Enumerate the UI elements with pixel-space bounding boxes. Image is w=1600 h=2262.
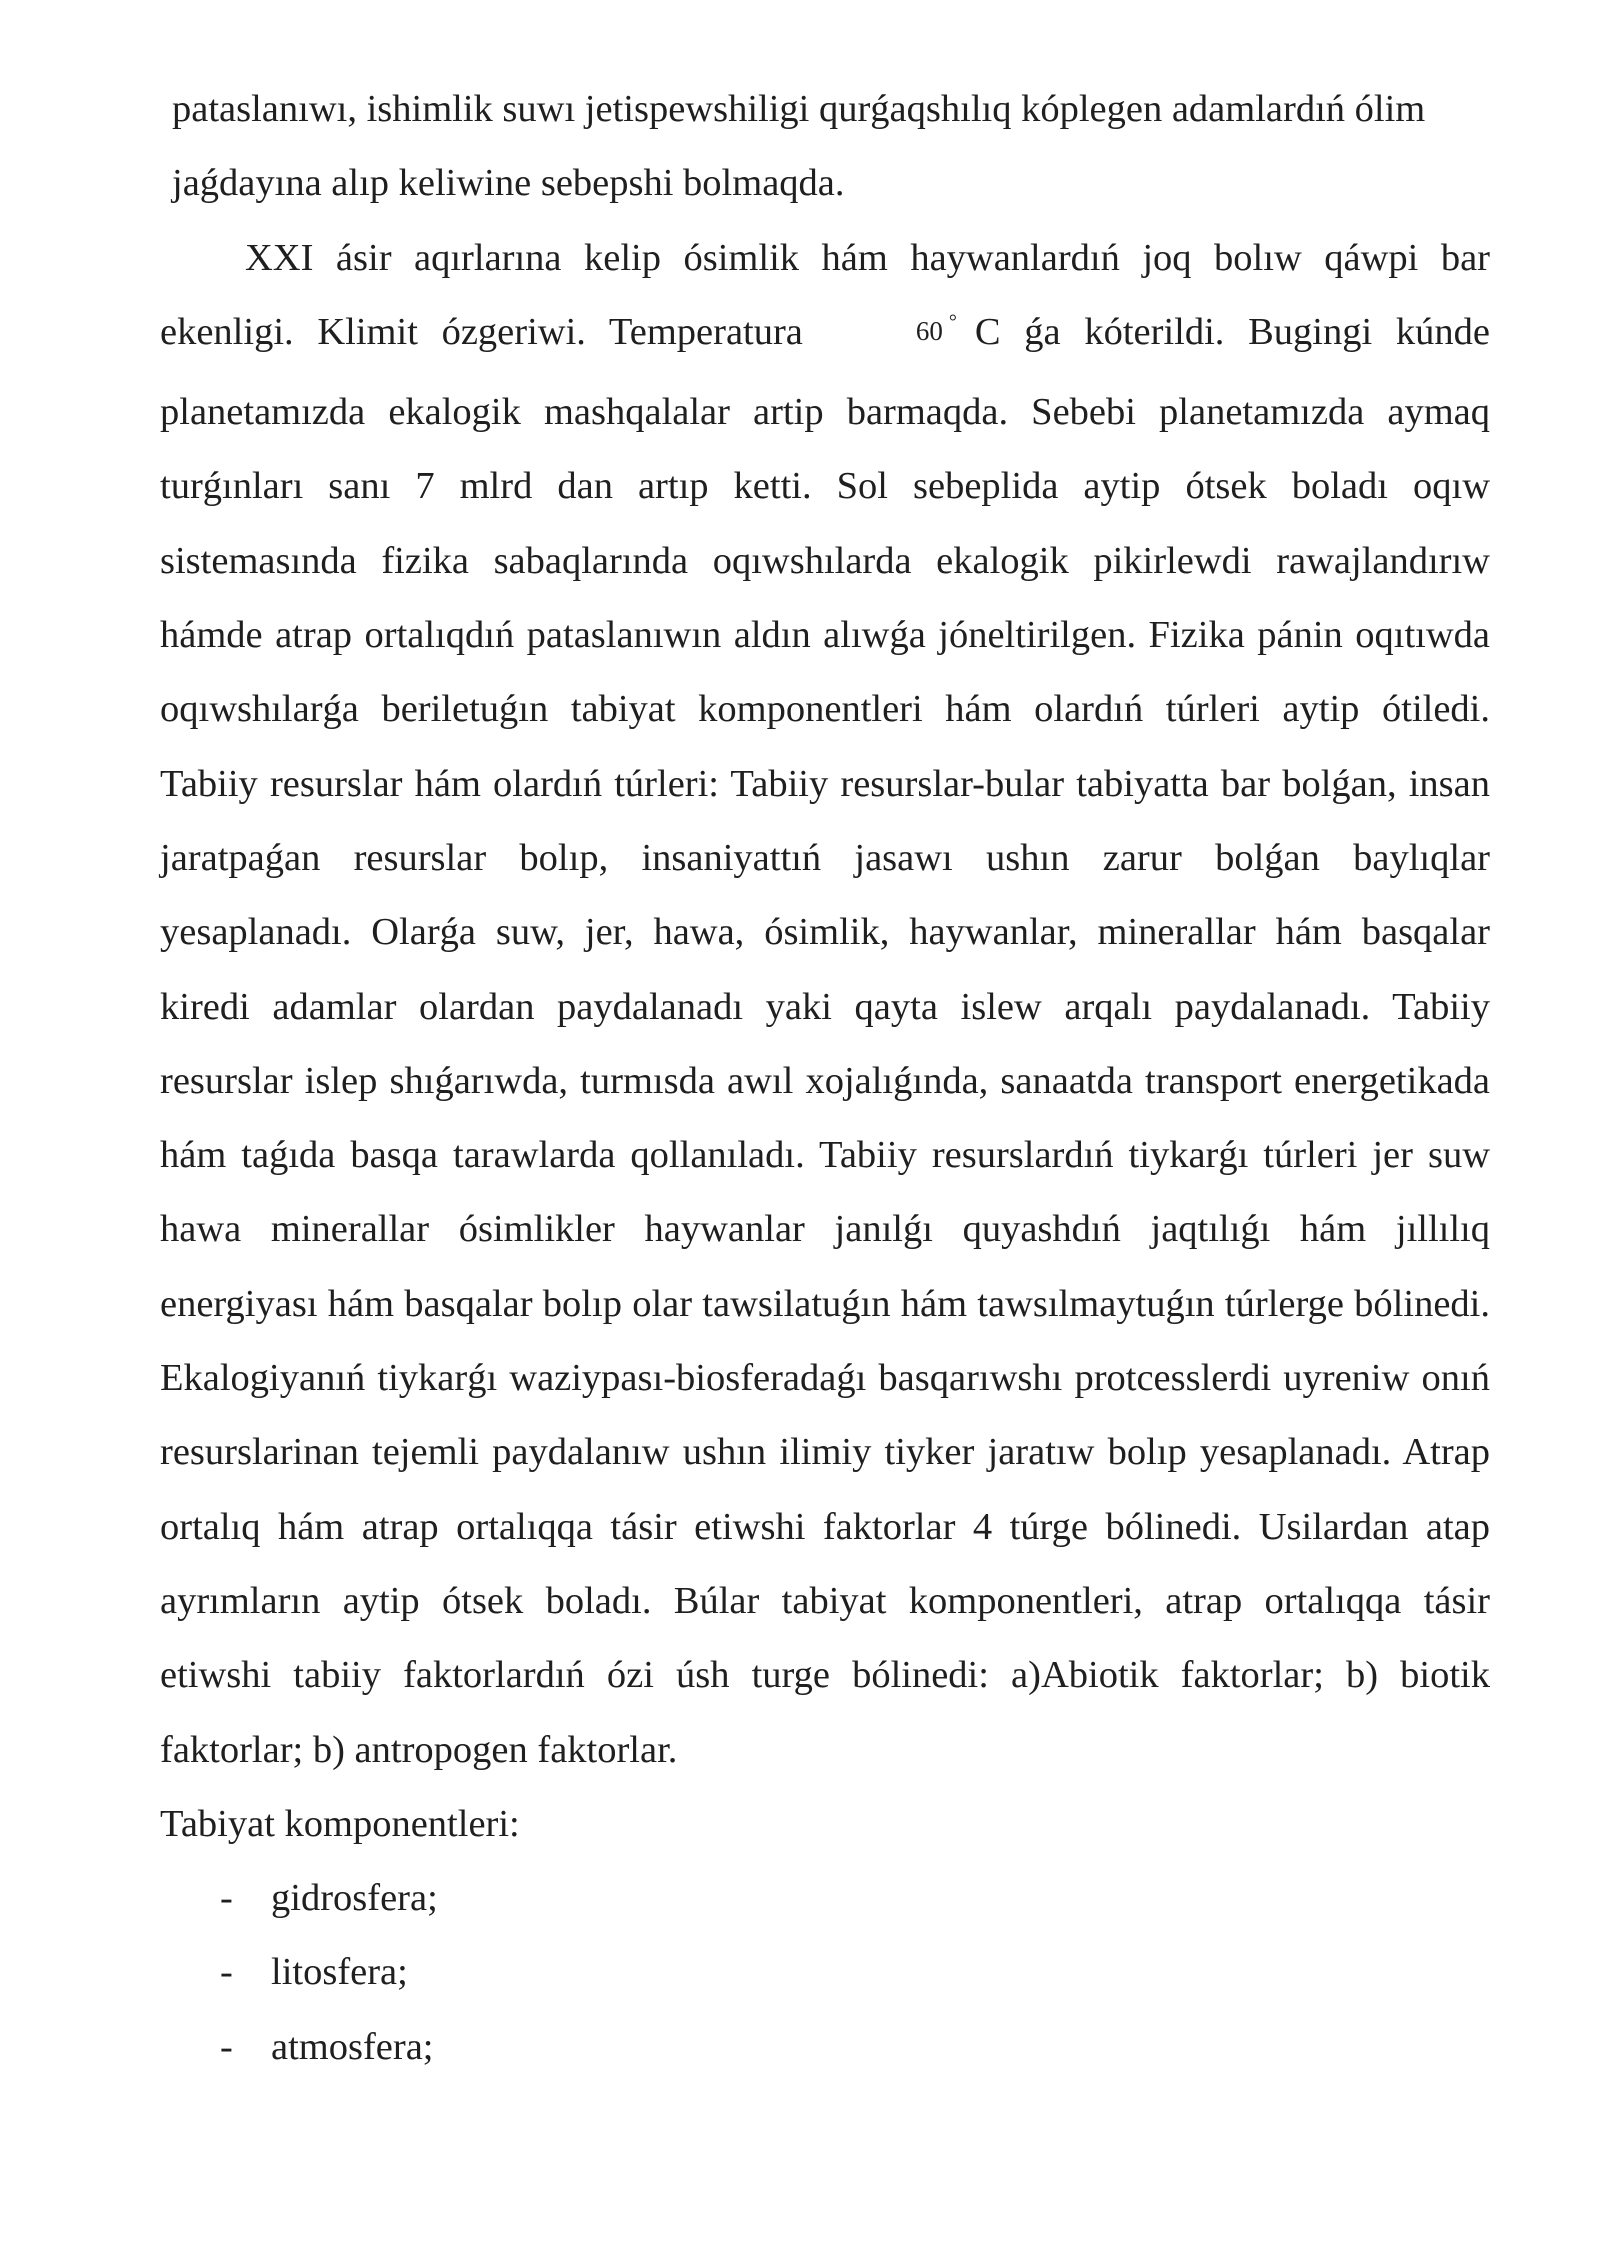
list-bullet: - xyxy=(220,1951,233,1994)
list-heading: Tabiyat komponentleri: xyxy=(160,1802,520,1845)
paragraph-main xyxy=(160,221,1490,1787)
components-list xyxy=(160,1861,1490,2084)
temperature-value: 60 xyxy=(915,315,943,346)
paragraph-main-intro: XXI ásir aqırlarına kelip ósimlik hám haywanlardıń joq bolıw qáwpi bar ekenligi. Klimit ózgeriwi. Temperatura xyxy=(160,236,1490,353)
document-page xyxy=(160,72,1490,2084)
list-item-text: gidrosfera; xyxy=(271,1877,438,1920)
list-item xyxy=(160,1935,1490,2009)
list-item-text: atmosfera; xyxy=(271,2025,434,2068)
paragraph-continuation: pataslanıwı, ishimlik suwı jetispewshiligi qurǵaqshılıq kóplegen adamlardıń ólim jaǵdayına alıp keliwine sebepshi bolmaqda. xyxy=(172,88,1426,205)
list-item-text: litosfera; xyxy=(271,1951,408,1994)
paragraph-main-body: C ǵa kóterildi. Bugingi kúnde planetamızda ekalogik mashqalalar artip barmaqda. Sebebi planetamızda aymaq turǵınları sanı 7 mlrd dan artıp ketti. Sol sebeplida aytip ótsek boladı oqıw sistemasında fizika sabaqlarında oqıwshılarda ekalogik pikirlewdi rawajlandırıw hámde atrap ortalıqdıń pataslanıwın aldın alıwǵa jóneltirilgen. Fizika pánin oqıtıwda oqıwshılarǵa beriletuǵın tabiyat komponentleri hám olardıń túrleri aytip ótiledi. Tabiiy resurslar hám olardıń túrleri: Tabiiy resurslar-bular tabiyatta bar bolǵan, insan jaratpaǵan resurslar bolıp, insaniyattıń jasawı ushın zarur bolǵan baylıqlar yesaplanadı. Olarǵa suw, jer, hawa, ósimlik, haywanlar, minerallar hám basqalar kiredi adamlar olardan paydalanadı yaki qayta islew arqalı paydalanadı. Tabiiy resurslar islep shıǵarıwda, turmısda awıl xojalıǵında, sanaatda transport energetikada hám taǵıda basqa tarawlarda qollanıladı. Tabiiy resurslardıń tiykarǵı túrleri jer suw hawa minerallar ósimlikler haywanlar janılǵı quyashdıń jaqtılıǵı hám jıllılıq energiyası hám basqalar bolıp olar tawsilatuǵın hám tawsılmaytuǵın túrlerge bólinedi. Ekalogiyanıń tiykarǵı waziypası-biosferadaǵı basqarıwshı protcesslerdi uyreniw onıń resurslarinan tejemli paydalanıw ushın ilimiy tiyker jaratıw bolıp yesaplanadı. Atrap ortalıq hám atrap ortalıqqa tásir etiwshi faktorlar 4 túrge bólinedi. Usilardan atap ayrımların aytip ótsek boladı. Búlar tabiyat komponentleri, atrap ortalıqqa tásir etiwshi tabiiy faktorlardıń ózi úsh turge bólinedi: a)Abiotik faktorlar; b) biotik faktorlar; b) antropogen faktorlar. xyxy=(160,310,1490,1771)
list-item xyxy=(160,2010,1490,2084)
degree-symbol: ° xyxy=(948,310,957,333)
list-bullet: - xyxy=(220,2025,233,2068)
list-item xyxy=(160,1861,1490,1935)
list-bullet: - xyxy=(220,1877,233,1920)
